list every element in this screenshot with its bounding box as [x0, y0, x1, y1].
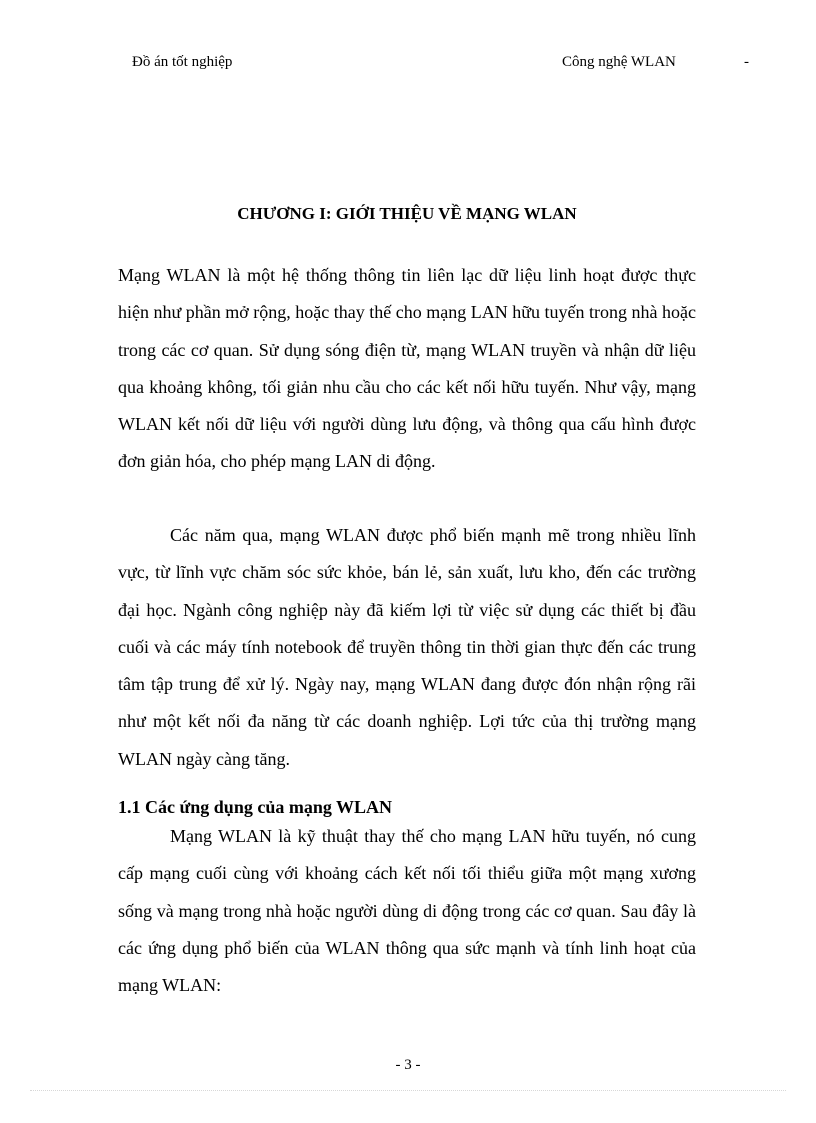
header-document-type: Đồ án tốt nghiệp — [132, 54, 233, 70]
section-heading: 1.1 Các ứng dụng của mạng WLAN — [118, 797, 393, 817]
header-dash: - — [744, 54, 749, 70]
header-topic: Công nghệ WLAN — [562, 54, 676, 70]
chapter-title: CHƯƠNG I: GIỚI THIỆU VỀ MẠNG WLAN — [237, 204, 577, 223]
page-number: - 3 - — [395, 1057, 421, 1073]
market-paragraph: Các năm qua, mạng WLAN được phổ biến mạnh mẽ trong nhiều lĩnh vực, từ lĩnh vực chăm sóc sức khỏe, bán lẻ, sản xuất, lưu kho, đến các trường đại học. Ngành công nghiệp này đã kiếm lợi từ việc sử dụng các thiết bị đầu cuối và các máy tính notebook để truyền thông tin thời gian thực đến các trung tâm tập trung để xử lý. Ngày nay, mạng WLAN đang được đón nhận rộng rãi như một kết nối đa năng từ các doanh nghiệp. Lợi tức của thị trường mạng WLAN ngày càng tăng. — [118, 525, 696, 769]
intro-paragraph: Mạng WLAN là một hệ thống thông tin liên lạc dữ liệu linh hoạt được thực hiện như phần mở rộng, hoặc thay thế cho mạng LAN hữu tuyến trong nhà hoặc trong các cơ quan. Sử dụng sóng điện từ, mạng WLAN truyền và nhận dữ liệu qua khoảng không, tối giản nhu cầu cho các kết nối hữu tuyến. Như vậy, mạng WLAN kết nối dữ liệu với người dùng lưu động, và thông qua cấu hình được đơn giản hóa, cho phép mạng LAN di động. — [118, 265, 696, 472]
applications-paragraph: Mạng WLAN là kỹ thuật thay thế cho mạng LAN hữu tuyến, nó cung cấp mạng cuối cùng với khoảng cách kết nối tối thiểu giữa một mạng xương sống và mạng trong nhà hoặc người dùng di động trong các cơ quan. Sau đây là các ứng dụng phổ biến của WLAN thông qua sức mạnh và tính linh hoạt của mạng WLAN: — [118, 826, 696, 996]
page-bottom-divider — [30, 1090, 786, 1091]
